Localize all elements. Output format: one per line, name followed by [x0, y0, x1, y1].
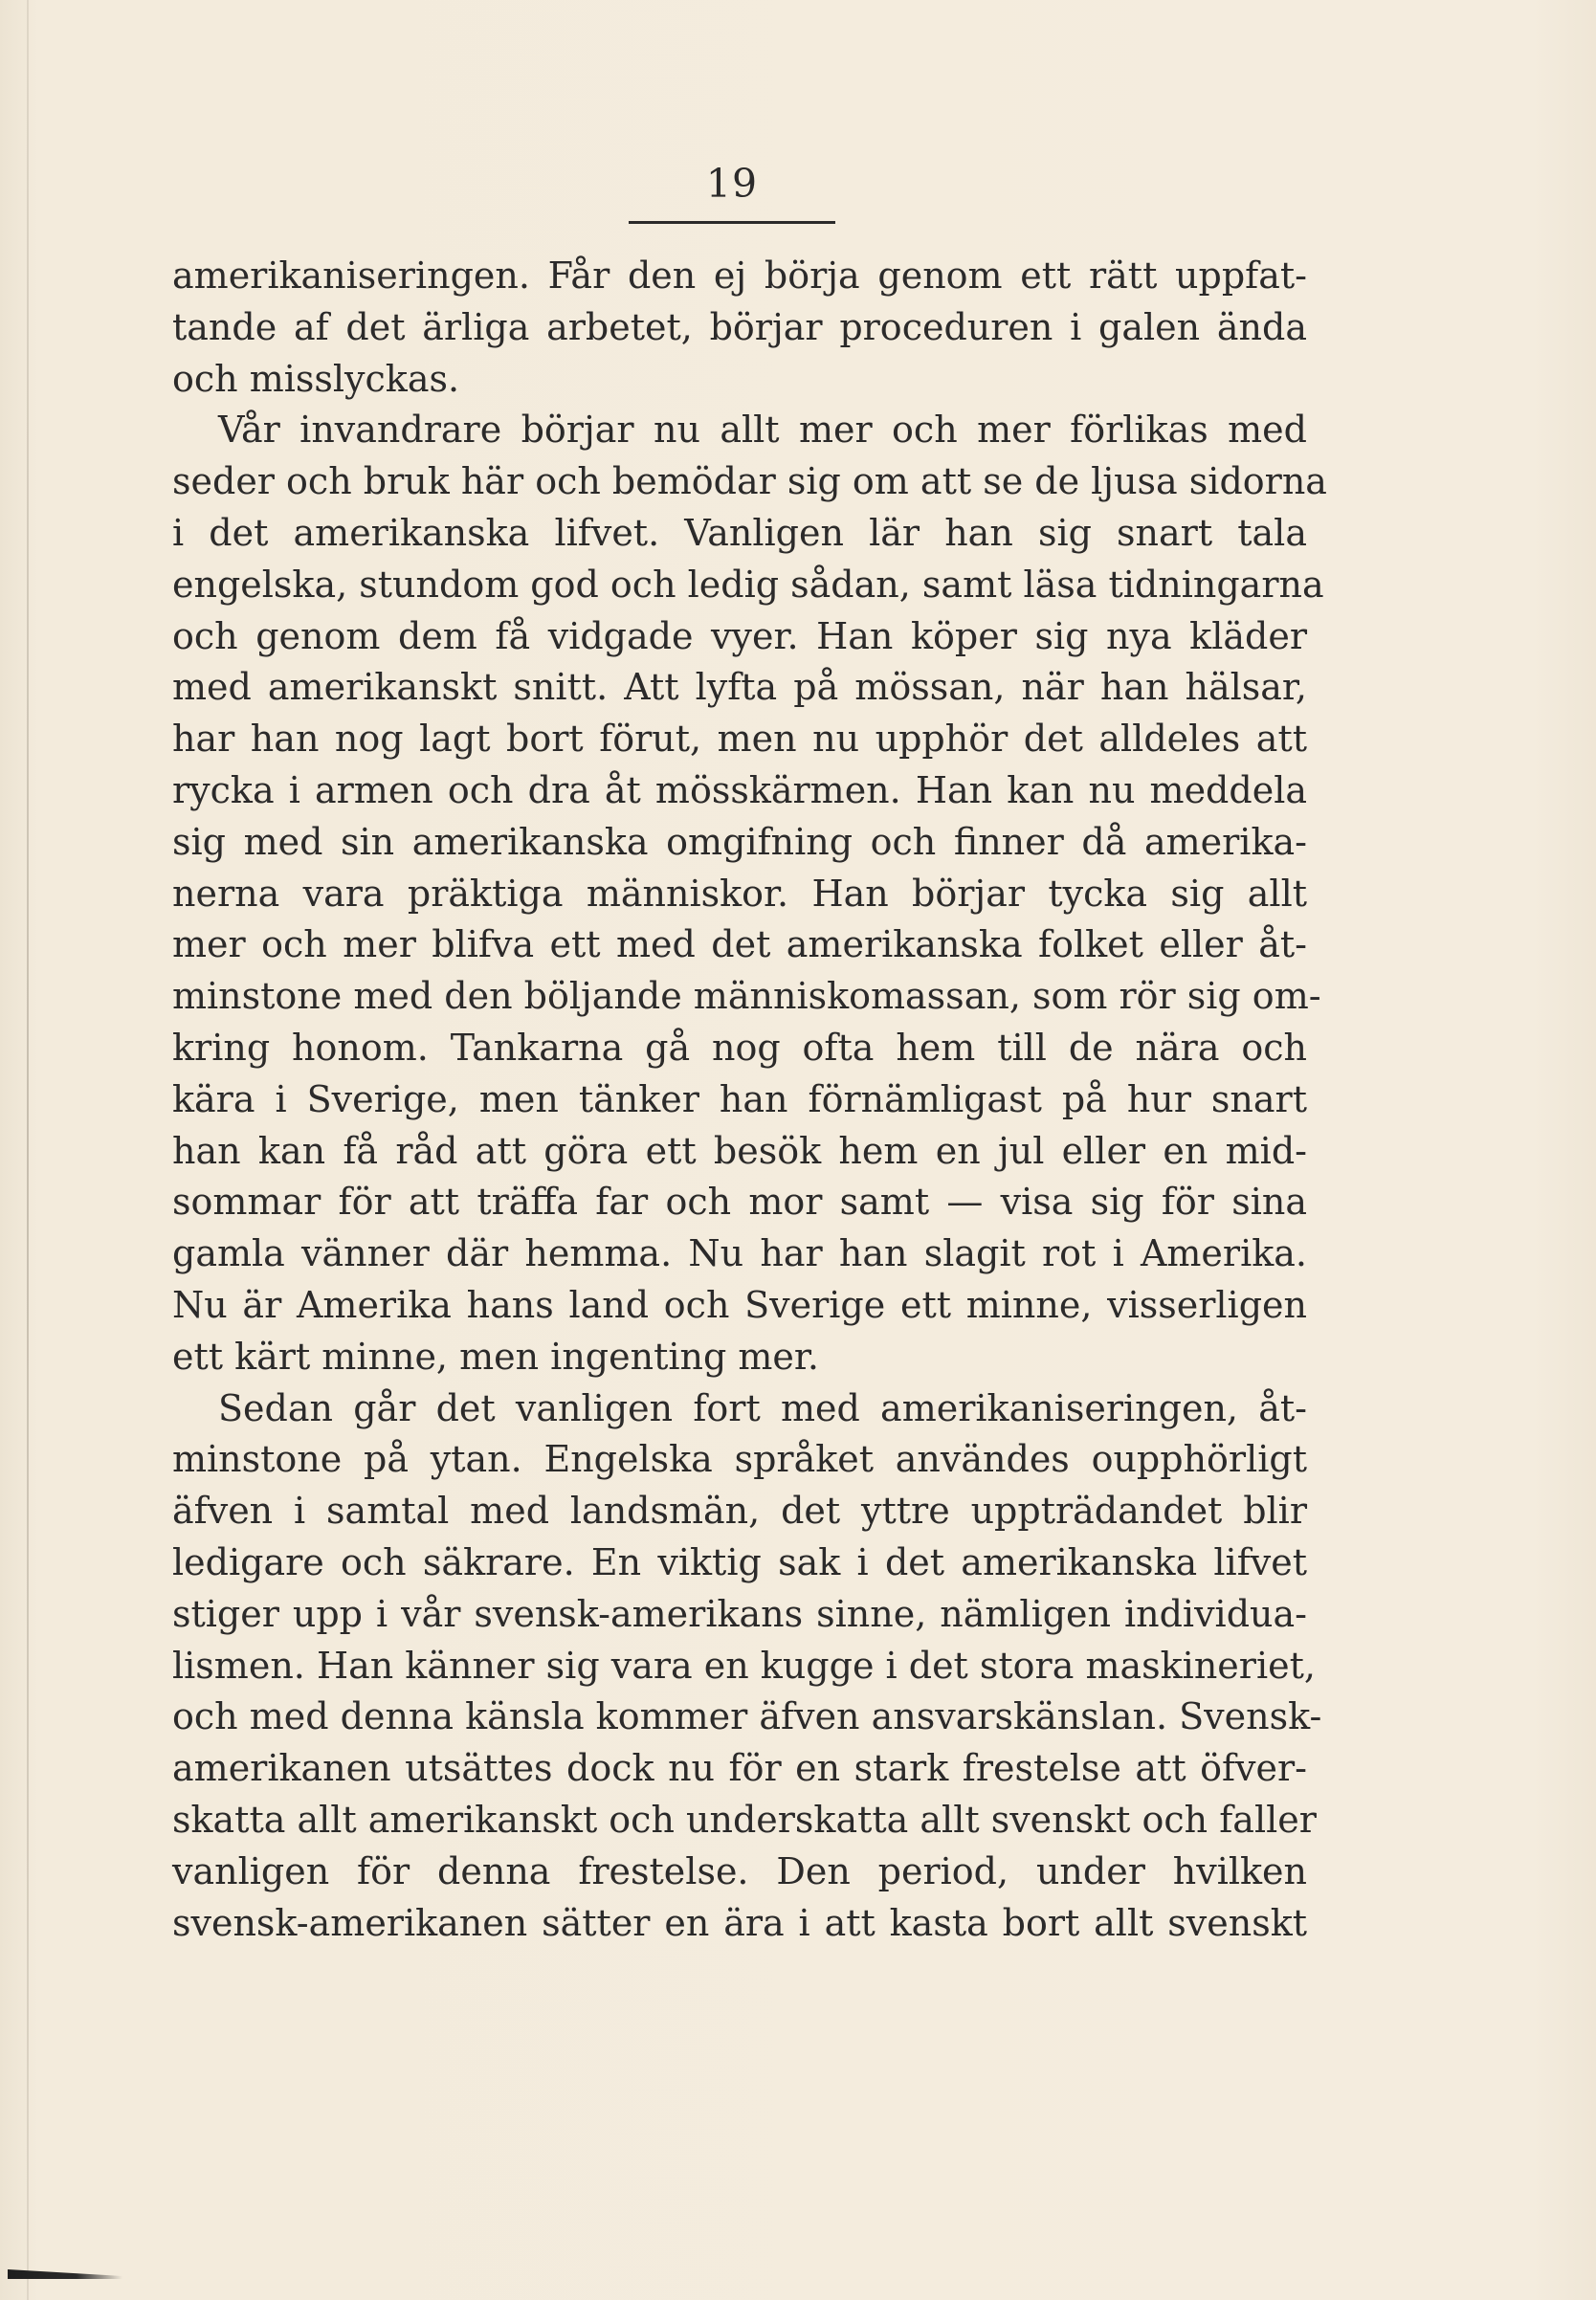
text-line: tande af det ärliga arbetet, börjar proceduren i galen ända: [172, 305, 1307, 348]
text-line: Vår invandrare börjar nu allt mer och mer förlikas med: [218, 409, 1307, 452]
text-line: äfven i samtal med landsmän, det yttre uppträdandet blir: [172, 1490, 1307, 1533]
text-line: skatta allt amerikanskt och underskatta allt svenskt och faller: [172, 1798, 1317, 1841]
text-line: lismen. Han känner sig vara en kugge i det stora maskineriet,: [172, 1644, 1316, 1687]
header-rule: [629, 221, 835, 224]
text-line: minstone med den böljande människomassan, som rör sig om-: [172, 975, 1321, 1018]
text-line: ledigare och säkrare. En viktig sak i det amerikanska lifvet: [172, 1540, 1307, 1583]
text-line: amerikanen utsättes dock nu för en stark frestelse att öfver-: [172, 1747, 1307, 1790]
text-line: seder och bruk här och bemödar sig om att se de ljusa sidorna: [172, 460, 1327, 503]
page-number: 19: [705, 161, 759, 207]
text-line: och misslyckas.: [172, 357, 460, 400]
text-line: mer och mer blifva ett med det amerikanska folket eller åt-: [172, 923, 1307, 966]
body-text: [172, 251, 1327, 1949]
text-line: i det amerikanska lifvet. Vanligen lär han sig snart tala: [172, 511, 1307, 554]
text-line: stiger upp i vår svensk-amerikans sinne, nämligen individua-: [172, 1592, 1307, 1635]
text-line: Sedan går det vanligen fort med amerikaniseringen, åt-: [218, 1386, 1307, 1429]
text-line: Nu är Amerika hans land och Sverige ett minne, visserligen: [172, 1283, 1307, 1326]
page-spine-shadow: [27, 0, 29, 2300]
text-line: amerikaniseringen. Får den ej börja genom ett rätt uppfat-: [172, 254, 1307, 297]
text-line: och med denna känsla kommer äfven ansvarskänslan. Svensk-: [172, 1695, 1322, 1738]
scan-corner-mark: [8, 2269, 122, 2279]
text-line: kring honom. Tankarna gå nog ofta hem till de nära och: [172, 1026, 1307, 1069]
text-line: engelska, stundom god och ledig sådan, samt läsa tidningarna: [172, 563, 1324, 606]
text-line: gamla vänner där hemma. Nu har han slagit rot i Amerika.: [172, 1232, 1307, 1275]
text-line: svensk-amerikanen sätter en ära i att kasta bort allt svenskt: [172, 1901, 1307, 1944]
text-line: minstone på ytan. Engelska språket användes oupphörligt: [172, 1438, 1307, 1481]
text-line: sig med sin amerikanska omgifning och finner då amerika-: [172, 820, 1307, 863]
text-line: har han nog lagt bort förut, men nu upphör det alldeles att: [172, 718, 1307, 761]
text-line: sommar för att träffa far och mor samt — visa sig för sina: [172, 1181, 1307, 1224]
text-line: ett kärt minne, men ingenting mer.: [172, 1335, 819, 1378]
text-line: vanligen för denna frestelse. Den period, under hvilken: [172, 1849, 1307, 1892]
text-line: han kan få råd att göra ett besök hem en jul eller en mid-: [172, 1129, 1307, 1172]
text-line: nerna vara präktiga människor. Han börjar tycka sig allt: [172, 872, 1307, 915]
text-line: rycka i armen och dra åt mösskärmen. Han kan nu meddela: [172, 768, 1307, 811]
text-line: med amerikanskt snitt. Att lyfta på mössan, när han hälsar,: [172, 666, 1307, 709]
text-line: kära i Sverige, men tänker han förnämligast på hur snart: [172, 1077, 1307, 1120]
text-line: och genom dem få vidgade vyer. Han köper sig nya kläder: [172, 614, 1307, 657]
